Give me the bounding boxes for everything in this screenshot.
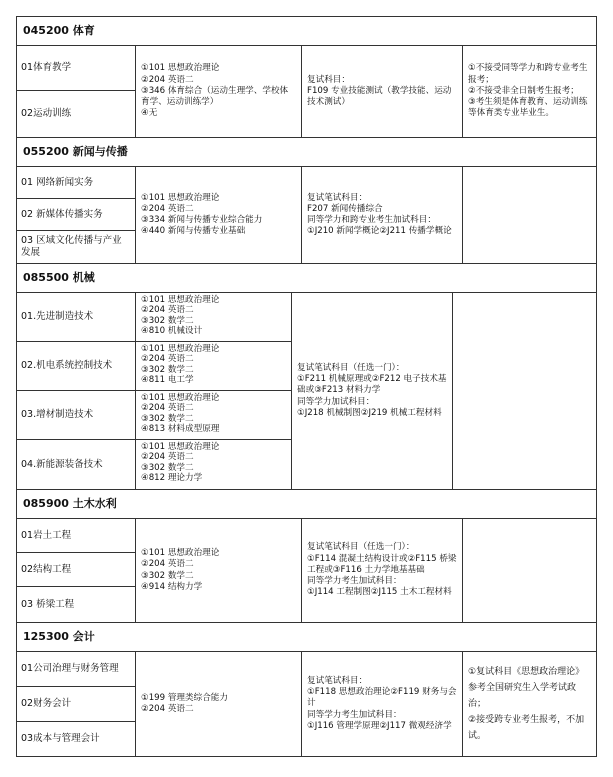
notes-cell bbox=[453, 293, 596, 489]
notes-cell bbox=[463, 519, 596, 622]
exam-subject: ③302 数学二 bbox=[141, 364, 194, 375]
exam-subjects-cell bbox=[136, 293, 292, 489]
directions-cell bbox=[17, 293, 136, 489]
section-body bbox=[17, 519, 596, 623]
retest-line: ①F118 思想政治理论②F119 财务与会计 bbox=[307, 687, 457, 709]
note-line: ①复试科目《思想政治理论》参考全国研究生入学考试政治； bbox=[468, 667, 585, 709]
exam-subject: ①101 思想政治理论 bbox=[141, 442, 220, 452]
note-line: ②接受跨专业考生报考，不加试。 bbox=[468, 715, 585, 741]
direction-item: 01岩土工程 bbox=[17, 519, 135, 553]
exam-subject: ③346 体育综合（运动生理学、学校体育学、运动训练学） bbox=[141, 85, 289, 108]
retest-cell bbox=[302, 46, 463, 137]
exam-subject: ④811 电工学 bbox=[141, 375, 194, 386]
retest-line: 复试笔试科目： bbox=[307, 192, 368, 203]
direction-item: 03 桥梁工程 bbox=[21, 598, 75, 610]
retest-line: 同等学力考生加试科目： bbox=[307, 576, 402, 587]
exam-subject: ②204 英语二 bbox=[141, 452, 194, 463]
retest-line: ①F211 机械原理或②F212 电子技术基础或③F213 材料力学 bbox=[297, 374, 447, 396]
exam-subject: ②204 英语二 bbox=[141, 74, 194, 85]
direction-item: 01体育教学 bbox=[17, 46, 135, 91]
exam-subject: ①101 思想政治理论 bbox=[141, 548, 220, 559]
exam-group bbox=[136, 293, 291, 342]
direction-item: 03 区域文化传播与产业发展 bbox=[21, 235, 122, 258]
retest-line: 复试笔试科目： bbox=[307, 675, 368, 686]
direction-item: 04.新能源装备技术 bbox=[21, 458, 103, 470]
direction-item: 03成本与管理会计 bbox=[21, 733, 100, 744]
section-body bbox=[17, 46, 596, 138]
direction-item: 02财务会计 bbox=[17, 687, 135, 722]
retest-line: 复试科目： bbox=[307, 74, 350, 85]
direction-item: 01.先进制造技术 bbox=[17, 293, 135, 342]
notes-cell bbox=[463, 46, 596, 137]
retest-cell bbox=[292, 293, 453, 489]
directions-cell bbox=[17, 519, 136, 622]
exam-subject: ②204 英语二 bbox=[141, 203, 194, 214]
exam-group bbox=[136, 342, 291, 391]
exam-subjects-cell bbox=[136, 46, 302, 137]
exam-subject: ①101 思想政治理论 bbox=[141, 393, 220, 403]
exam-subject: ②204 英语二 bbox=[141, 354, 194, 365]
retest-line: 复试笔试科目（任选一门）： bbox=[297, 362, 405, 373]
exam-subject: ②204 英语二 bbox=[141, 403, 194, 414]
retest-line: 同等学力和跨专业考生加试科目： bbox=[307, 215, 436, 225]
exam-subject: ④914 结构力学 bbox=[141, 581, 203, 592]
retest-line: F109 专业技能测试（教学技能、运动技术测试） bbox=[307, 85, 452, 108]
directions-cell bbox=[17, 46, 136, 137]
exam-subject: ①101 思想政治理论 bbox=[141, 63, 220, 74]
admission-table bbox=[16, 16, 597, 757]
note-line: ③考生须是体育教育、运动训练等体育类专业毕业生。 bbox=[468, 97, 588, 119]
exam-subject: ①101 思想政治理论 bbox=[141, 344, 220, 354]
section-body bbox=[17, 167, 596, 264]
section-header: 085900 土木水利 bbox=[17, 490, 596, 519]
direction-item: 02运动训练 bbox=[21, 108, 72, 119]
exam-subject: ④无 bbox=[141, 108, 158, 119]
exam-subject: ④810 机械设计 bbox=[141, 326, 203, 337]
retest-cell bbox=[302, 167, 463, 263]
exam-subject: ④813 材料成型原理 bbox=[141, 424, 220, 435]
note-line: ①不接受同等学力和跨专业考生报考； bbox=[468, 63, 588, 85]
direction-item: 02.机电系统控制技术 bbox=[17, 342, 135, 391]
retest-line: 同等学力考生加试科目： bbox=[307, 709, 402, 720]
exam-subject: ③302 数学二 bbox=[141, 462, 194, 473]
section-body bbox=[17, 652, 596, 756]
exam-subject: ④440 新闻与传播专业基础 bbox=[141, 226, 246, 237]
exam-subjects-cell bbox=[136, 167, 302, 263]
section-body bbox=[17, 293, 596, 490]
direction-item: 02结构工程 bbox=[17, 553, 135, 587]
retest-cell bbox=[302, 519, 463, 622]
notes-cell bbox=[463, 652, 596, 756]
exam-subject: ③302 数学二 bbox=[141, 413, 194, 424]
direction-item: 01 网络新闻实务 bbox=[17, 167, 135, 199]
retest-line: F207 新闻传播综合 bbox=[307, 203, 383, 214]
exam-subject: ①101 思想政治理论 bbox=[141, 295, 220, 305]
notes-cell bbox=[463, 167, 596, 263]
exam-subject: ③334 新闻与传播专业综合能力 bbox=[141, 215, 263, 225]
section-header: 045200 体育 bbox=[17, 17, 596, 46]
exam-subject: ①199 管理类综合能力 bbox=[141, 692, 228, 703]
exam-subject: ②204 英语二 bbox=[141, 704, 194, 714]
exam-subject: ②204 英语二 bbox=[141, 305, 194, 316]
exam-subjects-cell bbox=[136, 652, 302, 756]
exam-subject: ②204 英语二 bbox=[141, 559, 194, 570]
retest-line: ①J114 工程制图②J115 土木工程材料 bbox=[307, 587, 452, 598]
exam-subject: ④812 理论力学 bbox=[141, 473, 203, 484]
section-header: 085500 机械 bbox=[17, 264, 596, 293]
exam-group bbox=[136, 440, 291, 489]
exam-subjects-cell bbox=[136, 519, 302, 622]
retest-line: 复试笔试科目（任选一门）： bbox=[307, 542, 415, 553]
retest-cell bbox=[302, 652, 463, 756]
directions-cell bbox=[17, 652, 136, 756]
note-line: ②不接受非全日制考生报考； bbox=[468, 85, 579, 96]
section-header: 055200 新闻与传播 bbox=[17, 138, 596, 167]
retest-line: 同等学力加试科目： bbox=[297, 396, 375, 407]
section-header: 125300 会计 bbox=[17, 623, 596, 652]
direction-item: 03.增材制造技术 bbox=[17, 391, 135, 440]
retest-line: ①J210 新闻学概论②J211 传播学概论 bbox=[307, 226, 452, 237]
exam-subject: ①101 思想政治理论 bbox=[141, 192, 220, 203]
retest-line: ①J218 机械制图②J219 机械工程材料 bbox=[297, 407, 442, 418]
directions-cell bbox=[17, 167, 136, 263]
exam-subject: ③302 数学二 bbox=[141, 315, 194, 326]
direction-item: 02 新媒体传播实务 bbox=[17, 199, 135, 231]
retest-line: ①J116 管理学原理②J117 微观经济学 bbox=[307, 720, 452, 731]
direction-item: 01公司治理与财务管理 bbox=[17, 652, 135, 687]
exam-group bbox=[136, 391, 291, 440]
retest-line: ①F114 混凝土结构设计或②F115 桥梁工程或③F116 土力学地基基础 bbox=[307, 553, 457, 575]
exam-subject: ③302 数学二 bbox=[141, 570, 194, 581]
